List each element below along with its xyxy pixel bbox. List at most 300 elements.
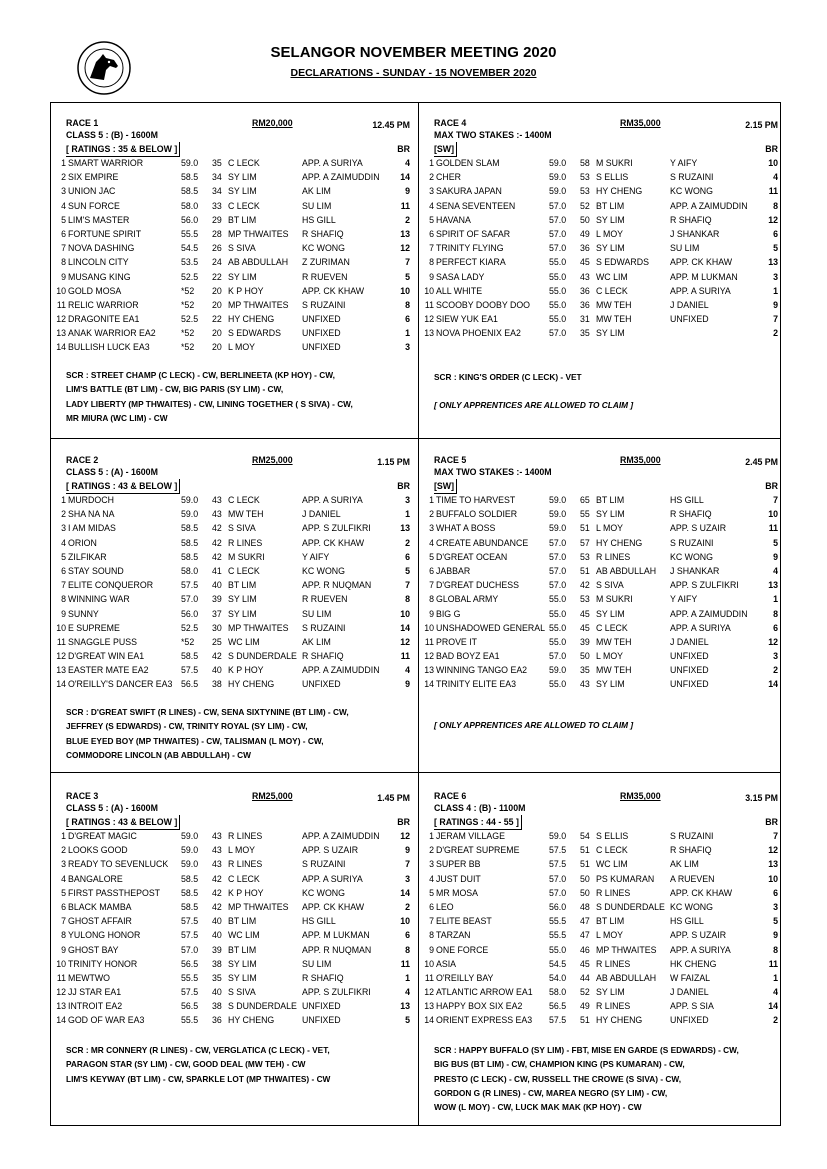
weight: 57.5 bbox=[181, 580, 199, 591]
barrier: 12 bbox=[768, 636, 778, 647]
runner-number: 5 bbox=[429, 551, 434, 562]
runner-number: 13 bbox=[56, 665, 66, 676]
race-time: 3.15 PM bbox=[745, 793, 778, 803]
jockey: K P HOY bbox=[228, 665, 264, 676]
jockey: S ELLIS bbox=[596, 172, 629, 183]
horse-name: GHOST BAY bbox=[68, 944, 119, 955]
runner-row bbox=[56, 635, 410, 649]
runner-row bbox=[56, 298, 410, 312]
horse-name: SUN FORCE bbox=[68, 200, 120, 211]
rating: 22 bbox=[212, 314, 222, 325]
jockey: HY CHENG bbox=[228, 1015, 275, 1026]
trainer: APP. M LUKMAN bbox=[302, 930, 370, 941]
trainer: UNFIXED bbox=[302, 1015, 341, 1026]
weight: 57.5 bbox=[549, 1015, 567, 1026]
runner-number: 2 bbox=[429, 172, 434, 183]
horse-name: ZILFIKAR bbox=[68, 551, 107, 562]
rating: 41 bbox=[212, 565, 222, 576]
trainer: APP. A ZAIMUDDIN bbox=[302, 172, 380, 183]
jockey: M SUKRI bbox=[596, 158, 633, 168]
rating: 48 bbox=[580, 901, 590, 912]
runner-number: 7 bbox=[429, 580, 434, 591]
weight: 58.5 bbox=[181, 887, 199, 898]
barrier: 5 bbox=[773, 243, 778, 254]
jockey: WC LIM bbox=[228, 636, 260, 647]
trainer: APP. A SURIYA bbox=[670, 944, 731, 955]
trainer: J SHANKAR bbox=[670, 565, 720, 576]
jockey: S SIVA bbox=[228, 523, 256, 534]
horse-name: TIME TO HARVEST bbox=[436, 495, 516, 505]
runner-row bbox=[424, 1013, 778, 1027]
barrier: 12 bbox=[400, 636, 410, 647]
weight: 55.5 bbox=[181, 1015, 199, 1026]
rating: 50 bbox=[580, 887, 590, 898]
rating: 39 bbox=[580, 636, 590, 647]
weight: 57.0 bbox=[181, 944, 199, 955]
runner-number: 2 bbox=[61, 845, 66, 856]
weight: 55.0 bbox=[549, 622, 567, 633]
race-ratings-row bbox=[66, 142, 410, 156]
horse-name: ELITE CONQUEROR bbox=[68, 580, 154, 591]
jockey: K P HOY bbox=[228, 285, 264, 296]
trainer: APP. CK KHAW bbox=[670, 887, 733, 898]
barrier: 13 bbox=[400, 523, 410, 534]
barrier: 13 bbox=[768, 257, 778, 268]
rating: 35 bbox=[212, 158, 222, 168]
weight: 55.0 bbox=[549, 636, 567, 647]
horse-name: O'REILLY BAY bbox=[436, 972, 494, 983]
runner-number: 8 bbox=[61, 930, 66, 941]
trainer: APP. A SURIYA bbox=[302, 158, 363, 168]
weight: *52 bbox=[181, 636, 195, 647]
race-purse: RM25,000 bbox=[252, 791, 293, 801]
runner-row bbox=[429, 900, 778, 914]
weight: 55.5 bbox=[549, 930, 567, 941]
jockey: S SIVA bbox=[596, 580, 624, 591]
barrier: 3 bbox=[773, 271, 778, 282]
runner-row bbox=[424, 663, 778, 677]
jockey: C LECK bbox=[228, 873, 260, 884]
trainer: J DANIEL bbox=[670, 636, 709, 647]
race-ratings-row bbox=[66, 479, 410, 493]
race-ratings-row bbox=[434, 815, 778, 829]
barrier: 1 bbox=[405, 509, 410, 520]
weight: 58.5 bbox=[181, 186, 199, 197]
trainer: R SHAFIQ bbox=[670, 214, 712, 225]
trainer: Y AIFY bbox=[670, 158, 698, 168]
weight: 55.0 bbox=[549, 271, 567, 282]
runner-number: 12 bbox=[56, 314, 66, 325]
barrier-header: BR bbox=[397, 817, 410, 827]
weight: 52.5 bbox=[181, 314, 199, 325]
runner-number: 8 bbox=[429, 257, 434, 268]
rating: 53 bbox=[580, 186, 590, 197]
race-time: 2.45 PM bbox=[745, 457, 778, 467]
runner-row bbox=[61, 270, 410, 284]
jockey: C LECK bbox=[228, 565, 260, 576]
race-panel bbox=[424, 116, 778, 340]
horse-name: MURDOCH bbox=[68, 495, 114, 505]
horse-name: SUNNY bbox=[68, 608, 99, 619]
trainer: J DANIEL bbox=[670, 987, 709, 998]
row-divider bbox=[50, 438, 781, 439]
runner-row bbox=[429, 493, 778, 507]
jockey: C LECK bbox=[596, 622, 628, 633]
jockey: L MOY bbox=[228, 845, 256, 856]
runner-number: 9 bbox=[61, 944, 66, 955]
horse-name: MUSANG KING bbox=[68, 271, 131, 282]
runner-row bbox=[61, 843, 410, 857]
rating: 42 bbox=[212, 523, 222, 534]
rating: 33 bbox=[212, 200, 222, 211]
trainer: UNFIXED bbox=[302, 328, 341, 339]
barrier: 2 bbox=[405, 214, 410, 225]
weight: 57.0 bbox=[549, 328, 567, 339]
runner-row bbox=[424, 999, 778, 1013]
runner-number: 4 bbox=[429, 873, 434, 884]
horse-name: LOOKS GOOD bbox=[68, 845, 128, 856]
horse-name: MEWTWO bbox=[68, 972, 111, 983]
horse-name: HAPPY BOX SIX EA2 bbox=[436, 1001, 523, 1012]
race-class: CLASS 5 : (B) - 1600M bbox=[66, 130, 158, 140]
weight: 59.0 bbox=[181, 845, 199, 856]
race-ratings: [SW] bbox=[434, 142, 457, 157]
runner-row bbox=[429, 241, 778, 255]
runner-number: 11 bbox=[424, 972, 434, 983]
trainer: APP. R NUQMAN bbox=[302, 580, 372, 591]
jockey: MW TEH bbox=[596, 299, 632, 310]
barrier: 7 bbox=[773, 495, 778, 505]
runner-row bbox=[61, 199, 410, 213]
horse-name: FORTUNE SPIRIT bbox=[68, 228, 142, 239]
barrier: 11 bbox=[400, 958, 410, 969]
rating: 42 bbox=[212, 551, 222, 562]
runner-row bbox=[429, 843, 778, 857]
barrier: 12 bbox=[768, 214, 778, 225]
scratching-line: PARAGON STAR (SY LIM) - CW, GOOD DEAL (MW TEH) - CW bbox=[66, 1059, 306, 1070]
runner-number: 10 bbox=[56, 622, 66, 633]
weight: 55.0 bbox=[549, 285, 567, 296]
horse-name: SAKURA JAPAN bbox=[436, 186, 502, 197]
runner-row bbox=[56, 312, 410, 326]
scratching-line: BLUE EYED BOY (MP THWAITES) - CW, TALISMAN (L MOY) - CW, bbox=[66, 735, 324, 746]
jockey: AB ABDULLAH bbox=[228, 257, 289, 268]
rating: 40 bbox=[212, 665, 222, 676]
horse-name: SUPER BB bbox=[436, 859, 481, 870]
barrier: 10 bbox=[400, 285, 410, 296]
jockey: HY CHENG bbox=[228, 314, 275, 325]
runner-number: 13 bbox=[424, 665, 434, 676]
runner-row bbox=[424, 312, 778, 326]
weight: 56.5 bbox=[181, 1001, 199, 1012]
jockey: SY LIM bbox=[596, 987, 625, 998]
trainer: UNFIXED bbox=[302, 342, 341, 353]
jockey: MP THWAITES bbox=[228, 299, 289, 310]
trainer: APP. A ZAIMUDDIN bbox=[302, 831, 380, 841]
rating: 29 bbox=[212, 214, 222, 225]
horse-name: HAVANA bbox=[436, 214, 471, 225]
barrier: 9 bbox=[405, 679, 410, 690]
runner-row bbox=[424, 621, 778, 635]
runner-row bbox=[56, 999, 410, 1013]
horse-name: O'REILLY'S DANCER EA3 bbox=[68, 679, 173, 690]
trainer: UNFIXED bbox=[302, 679, 341, 690]
runner-number: 4 bbox=[429, 537, 434, 548]
runner-row bbox=[56, 340, 410, 354]
weight: 56.0 bbox=[181, 608, 199, 619]
weight: 59.0 bbox=[181, 158, 199, 168]
horse-name: CHER bbox=[436, 172, 461, 183]
jockey: AB ABDULLAH bbox=[596, 565, 657, 576]
barrier: 12 bbox=[400, 831, 410, 841]
horse-name: TRINITY ELITE EA3 bbox=[436, 679, 517, 690]
weight: 53.5 bbox=[181, 257, 199, 268]
runner-number: 1 bbox=[429, 831, 434, 841]
runner-row bbox=[429, 255, 778, 269]
runner-row bbox=[61, 607, 410, 621]
rating: 39 bbox=[212, 594, 222, 605]
runner-number: 3 bbox=[61, 523, 66, 534]
rating: 57 bbox=[580, 537, 590, 548]
trainer: APP. A ZAIMUDDIN bbox=[670, 608, 748, 619]
weight: 59.0 bbox=[549, 495, 567, 505]
runner-number: 4 bbox=[429, 200, 434, 211]
trainer: SU LIM bbox=[670, 243, 700, 254]
barrier: 6 bbox=[773, 887, 778, 898]
runner-number: 2 bbox=[61, 509, 66, 520]
runner-number: 11 bbox=[424, 636, 434, 647]
trainer: APP. R NUQMAN bbox=[302, 944, 372, 955]
trainer: APP. S UZAIR bbox=[670, 523, 727, 534]
horse-name: GOD OF WAR EA3 bbox=[68, 1015, 145, 1026]
jockey: MP THWAITES bbox=[228, 228, 289, 239]
jockey: SY LIM bbox=[596, 328, 625, 339]
barrier: 7 bbox=[405, 257, 410, 268]
jockey: MW TEH bbox=[596, 665, 632, 676]
barrier: 14 bbox=[400, 172, 410, 183]
scratching-line: BIG BUS (BT LIM) - CW, CHAMPION KING (PS KUMARAN) - CW, bbox=[434, 1059, 685, 1070]
jockey: K P HOY bbox=[228, 887, 264, 898]
weight: 58.5 bbox=[181, 551, 199, 562]
weight: 57.5 bbox=[549, 859, 567, 870]
runner-number: 10 bbox=[424, 958, 434, 969]
jockey: BT LIM bbox=[596, 916, 625, 927]
horse-name: TRINITY FLYING bbox=[436, 243, 504, 254]
rating: 24 bbox=[212, 257, 222, 268]
weight: 57.0 bbox=[181, 594, 199, 605]
jockey: PS KUMARAN bbox=[596, 873, 655, 884]
barrier: 4 bbox=[405, 987, 410, 998]
weight: 57.5 bbox=[181, 930, 199, 941]
horse-name: DRAGONITE EA1 bbox=[68, 314, 140, 325]
runner-number: 8 bbox=[429, 930, 434, 941]
scratching-line: SCR : KING'S ORDER (C LECK) - VET bbox=[434, 372, 582, 382]
horse-name: LINCOLN CITY bbox=[68, 257, 129, 268]
trainer: KC WONG bbox=[670, 551, 714, 562]
rating: 36 bbox=[580, 299, 590, 310]
horse-name: RELIC WARRIOR bbox=[68, 299, 139, 310]
barrier: 14 bbox=[400, 622, 410, 633]
page-title: SELANGOR NOVEMBER MEETING 2020 bbox=[270, 44, 557, 61]
horse-name: BAD BOYZ EA1 bbox=[436, 651, 500, 662]
trainer: UNFIXED bbox=[670, 665, 709, 676]
jockey: C LECK bbox=[596, 285, 628, 296]
rating: 42 bbox=[212, 651, 222, 662]
race-header bbox=[66, 789, 410, 802]
runner-number: 4 bbox=[61, 537, 66, 548]
jockey: MW TEH bbox=[596, 314, 632, 325]
rating: 34 bbox=[212, 172, 222, 183]
runner-row bbox=[61, 241, 410, 255]
jockey: S DUNDERDALE bbox=[228, 651, 297, 662]
horse-name: D'GREAT DUCHESS bbox=[436, 580, 519, 591]
trainer: R RUEVEN bbox=[302, 594, 348, 605]
rating: 51 bbox=[580, 523, 590, 534]
barrier: 8 bbox=[405, 944, 410, 955]
rating: 52 bbox=[580, 987, 590, 998]
horse-name: GLOBAL ARMY bbox=[436, 594, 499, 605]
rating: 43 bbox=[212, 859, 222, 870]
runner-row bbox=[61, 900, 410, 914]
weight: *52 bbox=[181, 328, 195, 339]
race-ratings: [SW] bbox=[434, 479, 457, 494]
rating: 20 bbox=[212, 285, 222, 296]
trainer: APP. S UZAIR bbox=[302, 845, 359, 856]
jockey: SY LIM bbox=[228, 972, 257, 983]
jockey: L MOY bbox=[596, 930, 624, 941]
race-class: MAX TWO STAKES :- 1400M bbox=[434, 130, 552, 140]
race-number: RACE 4 bbox=[434, 118, 467, 128]
rating: 46 bbox=[580, 944, 590, 955]
runner-number: 8 bbox=[429, 594, 434, 605]
runner-row bbox=[61, 578, 410, 592]
trainer: APP. CK KHAW bbox=[302, 537, 365, 548]
rating: 28 bbox=[212, 228, 222, 239]
barrier: 4 bbox=[773, 172, 778, 183]
jockey: SY LIM bbox=[228, 172, 257, 183]
runner-row bbox=[429, 914, 778, 928]
barrier: 1 bbox=[773, 285, 778, 296]
horse-name: ONE FORCE bbox=[436, 944, 489, 955]
trainer: SU LIM bbox=[302, 608, 332, 619]
runner-number: 3 bbox=[61, 859, 66, 870]
trainer: J DANIEL bbox=[302, 509, 341, 520]
barrier: 4 bbox=[773, 987, 778, 998]
trainer: APP. S ZULFIKRI bbox=[302, 523, 371, 534]
race-class: CLASS 5 : (A) - 1600M bbox=[66, 467, 158, 477]
rating: 58 bbox=[580, 158, 590, 168]
jockey: HY CHENG bbox=[596, 537, 643, 548]
barrier: 14 bbox=[400, 887, 410, 898]
runner-number: 12 bbox=[424, 987, 434, 998]
barrier: 11 bbox=[768, 958, 778, 969]
runner-number: 11 bbox=[56, 972, 66, 983]
rating: 43 bbox=[212, 845, 222, 856]
weight: 52.5 bbox=[181, 271, 199, 282]
jockey: WC LIM bbox=[596, 271, 628, 282]
weight: 57.5 bbox=[181, 665, 199, 676]
jockey: HY CHENG bbox=[596, 1015, 643, 1026]
rating: 51 bbox=[580, 565, 590, 576]
trainer: APP. M LUKMAN bbox=[670, 271, 738, 282]
runner-number: 8 bbox=[61, 594, 66, 605]
trainer: UNFIXED bbox=[670, 314, 709, 325]
weight: *52 bbox=[181, 285, 195, 296]
trainer: Z ZURIMAN bbox=[302, 257, 350, 268]
trainer: S RUZAINI bbox=[302, 622, 346, 633]
trainer: APP. A SURIYA bbox=[302, 873, 363, 884]
race-purse: RM20,000 bbox=[252, 118, 293, 128]
horse-name: UNION JAC bbox=[68, 186, 116, 197]
barrier-header: BR bbox=[765, 481, 778, 491]
race-class: MAX TWO STAKES :- 1400M bbox=[434, 467, 552, 477]
runner-row bbox=[61, 536, 410, 550]
weight: 59.0 bbox=[549, 831, 567, 841]
horse-name: INTROIT EA2 bbox=[68, 1001, 123, 1012]
trainer: KC WONG bbox=[670, 186, 714, 197]
runner-number: 12 bbox=[56, 651, 66, 662]
barrier: 8 bbox=[773, 200, 778, 211]
barrier: 11 bbox=[400, 651, 410, 662]
runner-number: 10 bbox=[424, 285, 434, 296]
runner-row bbox=[429, 536, 778, 550]
weight: 54.0 bbox=[549, 972, 567, 983]
runner-number: 4 bbox=[61, 873, 66, 884]
rating: 51 bbox=[580, 845, 590, 856]
jockey: S ELLIS bbox=[596, 831, 629, 841]
runner-row bbox=[61, 493, 410, 507]
trainer: APP. CK KHAW bbox=[670, 257, 733, 268]
horse-name: ASIA bbox=[436, 958, 457, 969]
horse-name: TARZAN bbox=[436, 930, 471, 941]
runner-number: 7 bbox=[429, 243, 434, 254]
rating: 42 bbox=[580, 580, 590, 591]
scratching-line: LADY LIBERTY (MP THWAITES) - CW, LINING TOGETHER ( S SIVA) - CW, bbox=[66, 398, 353, 409]
horse-name: SHA NA NA bbox=[68, 509, 115, 520]
trainer: APP. A SURIYA bbox=[670, 622, 731, 633]
jockey: S SIVA bbox=[228, 243, 256, 254]
trainer: R SHAFIQ bbox=[302, 651, 344, 662]
horse-name: LEO bbox=[436, 901, 454, 912]
weight: 57.0 bbox=[549, 228, 567, 239]
barrier: 7 bbox=[405, 859, 410, 870]
race-number: RACE 5 bbox=[434, 455, 467, 465]
barrier: 1 bbox=[405, 972, 410, 983]
rating: 52 bbox=[580, 200, 590, 211]
barrier: 2 bbox=[773, 328, 778, 339]
runner-row bbox=[429, 857, 778, 871]
runner-number: 1 bbox=[429, 158, 434, 168]
horse-name: SCOOBY DOOBY DOO bbox=[436, 299, 531, 310]
rating: 51 bbox=[580, 1015, 590, 1026]
weight: 57.0 bbox=[549, 873, 567, 884]
race-purse: RM35,000 bbox=[620, 118, 661, 128]
runner-number: 6 bbox=[61, 901, 66, 912]
rating: 54 bbox=[580, 831, 590, 841]
barrier-header: BR bbox=[397, 481, 410, 491]
race-class: CLASS 4 : (B) - 1100M bbox=[434, 803, 526, 813]
rating: 40 bbox=[212, 916, 222, 927]
weight: 59.0 bbox=[549, 172, 567, 183]
runner-number: 5 bbox=[61, 214, 66, 225]
horse-name: MR MOSA bbox=[436, 887, 479, 898]
jockey: R LINES bbox=[596, 1001, 631, 1012]
runner-number: 5 bbox=[61, 887, 66, 898]
runner-row bbox=[61, 886, 410, 900]
trainer: R SHAFIQ bbox=[670, 845, 712, 856]
rating: 45 bbox=[580, 622, 590, 633]
barrier: 9 bbox=[773, 299, 778, 310]
